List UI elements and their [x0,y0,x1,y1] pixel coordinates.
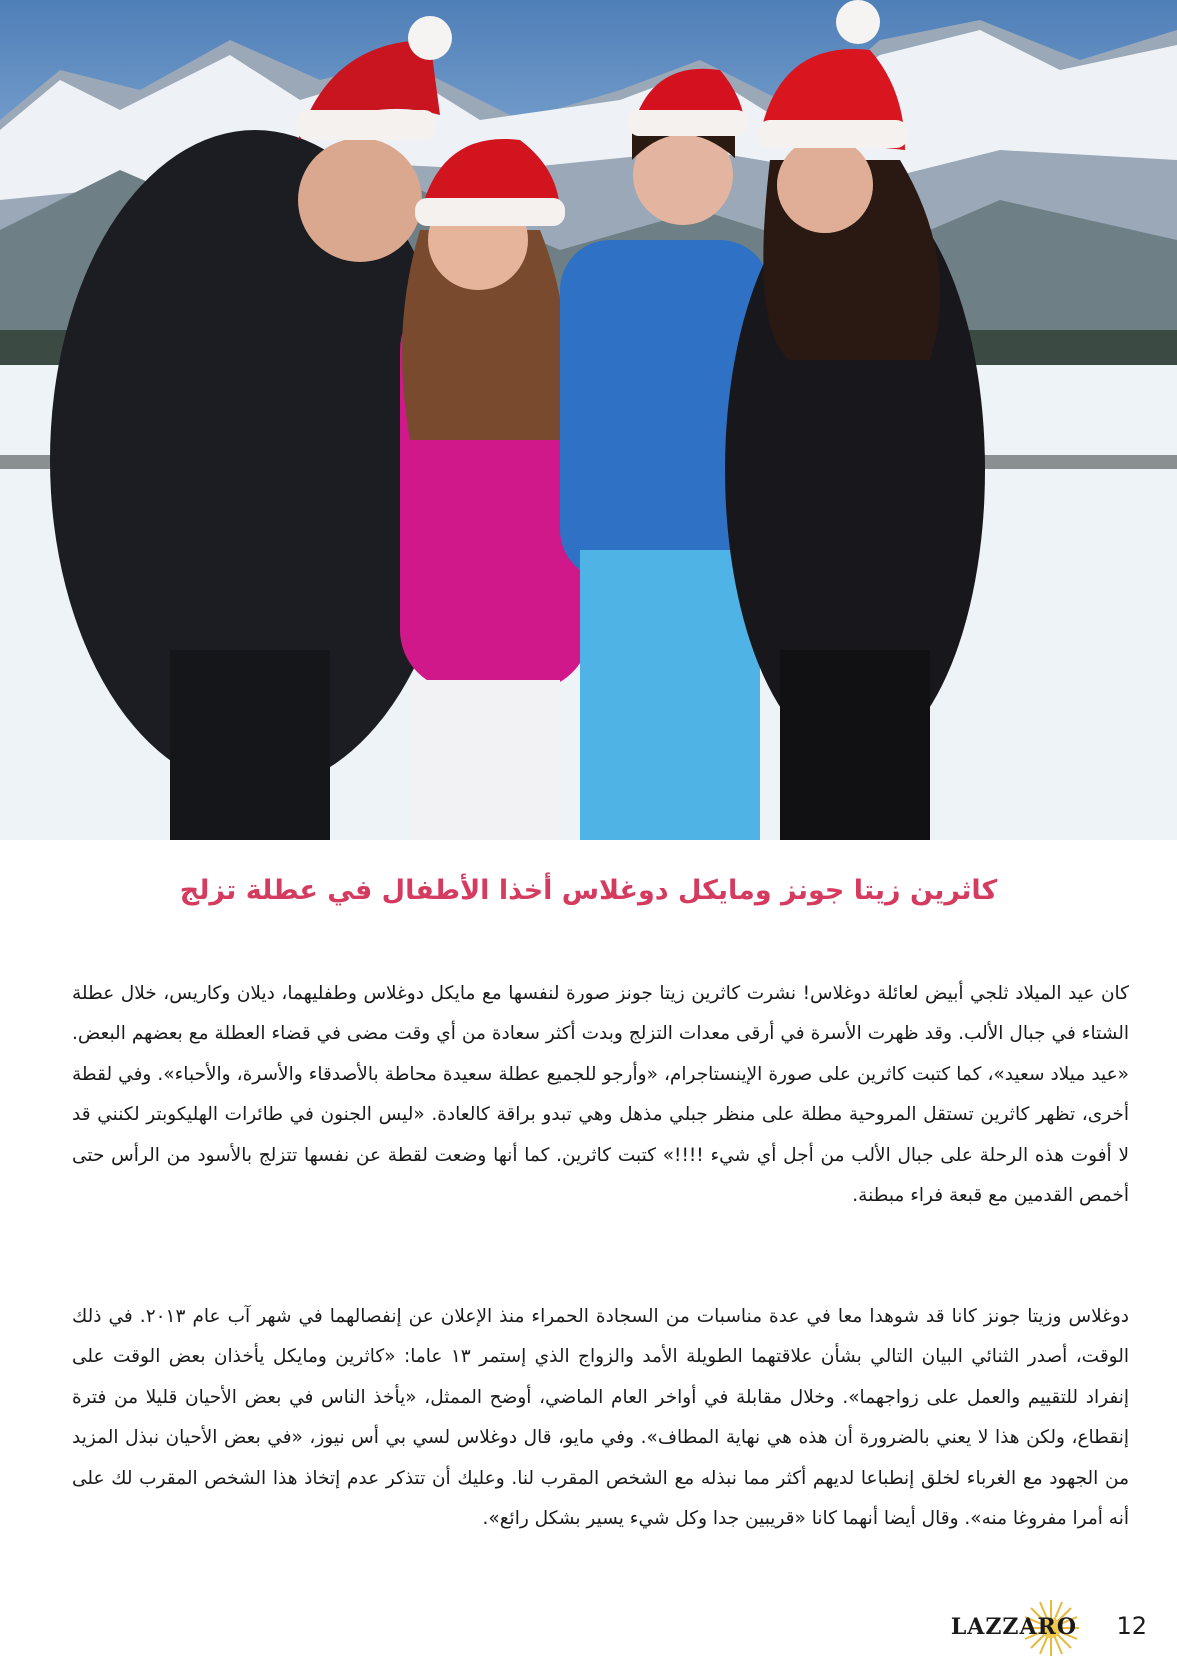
article-paragraph-1: كان عيد الميلاد ثلجي أبيض لعائلة دوغلاس! نشرت كاثرين زيتا جونز صورة لنفسها مع مايكل دوغلاس وطفليهما، ديلان وكاريس، خلال عطلة الشتاء في جبال الألب. وقد ظهرت الأسرة في أرقى معدات التزلج وبدت أكثر سعادة من أي وقت مضى في قضاء العطلة مع بعضهم البعض. «عيد ميلاد سعيد»، كما كتبت كاثرين على صورة الإينستاجرام، «وأرجو للجميع عطلة سعيدة محاطة بالأصدقاء والأسرة، والأحباء». وفي لقطة أخرى، تظهر كاثرين تستقل المروحية مطلة على منظر جبلي مذهل وهي تبدو براقة كالعادة. «ليس الجنون في طائرات الهليكوبتر لكنني قد لا أفوت هذه الرحلة على جبال الألب من أجل أي شيء !!!!» كتبت كاثرين. كما أنها وضعت لقطة عن نفسها تتزلج بالأسود من الرأس حتى أخمص القدمين مع قبعة فراء مبطنة. [72,982,1129,1206]
father-legs [170,650,330,840]
daughter-hat-trim [415,198,565,226]
father-hat-trim [296,110,436,140]
mother-face [777,137,873,233]
daughter-pants [410,680,560,840]
page-number: 12 [1116,1612,1147,1640]
father-face [298,138,422,262]
article-paragraph-2: دوغلاس وزيتا جونز كانا قد شوهدا معا في عدة مناسبات من السجادة الحمراء منذ الإعلان عن إنفصالهما في شهر آب عام ٢٠١٣. في ذلك الوقت، أصدر الثنائي البيان التالي بشأن علاقتهما الطويلة الأمد والزواج الذي إستمر ١٣ عاما: «كاثرين ومايكل يأخذان بعض الوقت على إنفراد للتقييم والعمل على زواجهما». وخلال مقابلة في أواخر العام الماضي، أوضح الممثل، «يأخذ الناس في بعض الأحيان قليلا من فترة إنقطاع، ولكن هذا لا يعني بالضرورة أن هذه هي نهاية المطاف». وفي مايو، قال دوغلاس لسي بي أس نيوز، «في بعض الأحيان نبذل المزيد من الجهود مع الغرباء لخلق إنطباعا لديهم أكثر مما نبذله مع الشخص المقرب لنا. وعليك أن تتذكر عدم إتخاذ هذا الشخص المقرب لك على أنه أمرا مفروغا منه». وقال أيضا أنهما كانا «قريبين جدا وكل شيء يسير بشكل رائع». [72,1305,1130,1529]
mother-hat-pompom [836,0,880,44]
article-headline: كاثرين زيتا جونز ومايكل دوغلاس أخذا الأطفال في عطلة تزلج [179,875,998,906]
son-pants [580,550,760,840]
mother-hat-trim [758,120,908,148]
mother-legs [780,650,930,840]
page-footer [907,1600,1147,1650]
father-hat-pompom [408,16,452,60]
son-hat-trim [628,110,748,136]
brand-logo-text: LAZZARO [950,1614,1077,1640]
